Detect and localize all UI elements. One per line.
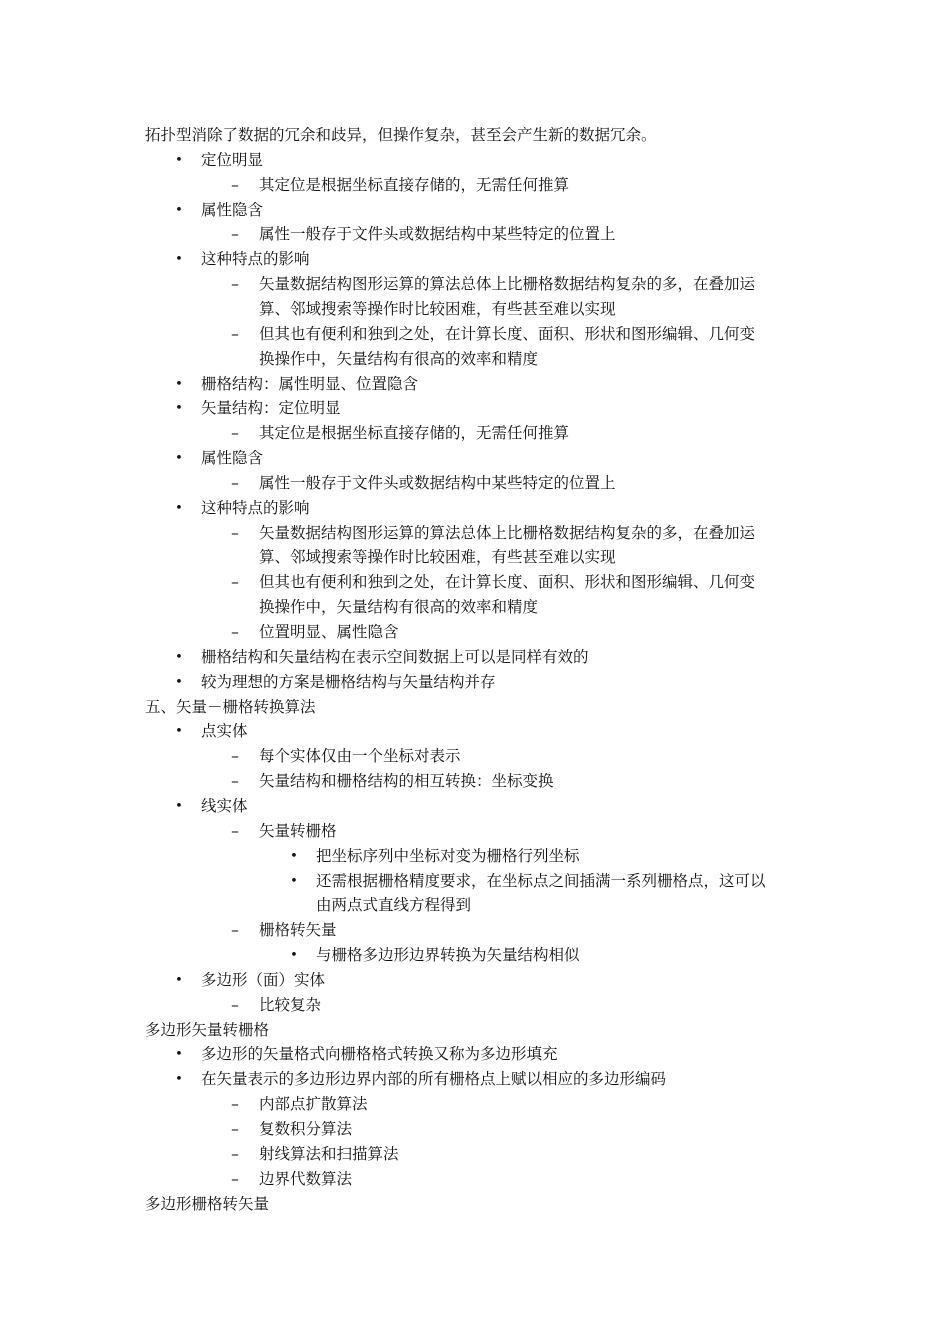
dash-marker: – bbox=[231, 275, 239, 294]
dash-marker: – bbox=[231, 1169, 239, 1188]
list-item-text: 多边形（面）实体 bbox=[201, 970, 326, 989]
list-item-text: 其定位是根据坐标直接存储的，无需任何推算 bbox=[259, 424, 570, 443]
list-item-text: 在矢量表示的多边形边界内部的所有栅格点上赋以相应的多边形编码 bbox=[201, 1070, 667, 1089]
dash-marker: – bbox=[231, 747, 239, 766]
dash-marker: – bbox=[231, 424, 239, 443]
bullet-marker: • bbox=[290, 848, 298, 864]
dash-marker: – bbox=[231, 225, 239, 244]
bullet-marker: • bbox=[175, 1072, 183, 1088]
dash-marker: – bbox=[231, 523, 239, 542]
bullet-marker: • bbox=[175, 649, 183, 665]
list-item-text: 与栅格多边形边界转换为矢量结构相似 bbox=[316, 946, 580, 965]
dash-marker: – bbox=[231, 995, 239, 1014]
list-item-text: 属性隐含 bbox=[201, 200, 264, 219]
bullet-marker: • bbox=[175, 1047, 183, 1063]
bullet-marker: • bbox=[175, 401, 183, 417]
continuation-line: 由两点式直线方程得到 bbox=[316, 896, 472, 915]
list-item-text: 射线算法和扫描算法 bbox=[259, 1144, 399, 1163]
list-item-text: 但其也有便利和独到之处，在计算长度、面积、形状和图形编辑、几何变 bbox=[259, 324, 756, 343]
list-item-text: 复数积分算法 bbox=[259, 1120, 353, 1138]
list-item-text: 属性一般存于文件头或数据结构中某些特定的位置上 bbox=[259, 473, 616, 492]
continuation-line: 换操作中，矢量结构有很高的效率和精度 bbox=[259, 349, 539, 368]
list-item-text: 每个实体仅由一个坐标对表示 bbox=[259, 747, 461, 766]
list-item-text: 栅格结构：属性明显、位置隐含 bbox=[201, 374, 419, 393]
dash-marker: – bbox=[231, 623, 239, 641]
list-item-text: 边界代数算法 bbox=[259, 1169, 353, 1188]
bullet-marker: • bbox=[175, 500, 183, 516]
list-item-text: 矢量数据结构图形运算的算法总体上比栅格数据结构复杂的多，在叠加运 bbox=[259, 275, 756, 294]
dash-marker: – bbox=[231, 175, 239, 194]
list-item-text: 栅格结构和矢量结构在表示空间数据上可以是同样有效的 bbox=[201, 647, 589, 666]
list-item-text: 位置明显、属性隐含 bbox=[259, 623, 399, 641]
bullet-marker: • bbox=[290, 873, 298, 889]
bullet-marker: • bbox=[175, 674, 183, 690]
bullet-marker: • bbox=[175, 451, 183, 467]
dash-marker: – bbox=[231, 772, 239, 791]
list-item-text: 线实体 bbox=[201, 796, 248, 815]
list-item-text: 矢量转栅格 bbox=[259, 821, 337, 840]
list-item-text: 定位明显 bbox=[201, 150, 264, 169]
list-item-text: 其定位是根据坐标直接存储的，无需任何推算 bbox=[259, 175, 570, 194]
list-item-text: 比较复杂 bbox=[259, 995, 322, 1014]
list-item-text: 但其也有便利和独到之处，在计算长度、面积、形状和图形编辑、几何变 bbox=[259, 573, 756, 592]
list-item-text: 属性一般存于文件头或数据结构中某些特定的位置上 bbox=[259, 225, 616, 244]
bullet-marker: • bbox=[175, 202, 183, 218]
list-item-text: 栅格转矢量 bbox=[259, 921, 337, 940]
list-item-text: 还需根据栅格精度要求，在坐标点之间插满一系列栅格点，这可以 bbox=[316, 871, 766, 890]
paragraph-line: 多边形矢量转栅格 bbox=[145, 1020, 270, 1039]
dash-marker: – bbox=[231, 324, 239, 343]
dash-marker: – bbox=[231, 473, 239, 492]
dash-marker: – bbox=[231, 1144, 239, 1163]
paragraph-line: 拓扑型消除了数据的冗余和歧异，但操作复杂，甚至会产生新的数据冗余。 bbox=[145, 126, 657, 144]
list-item-text: 属性隐含 bbox=[201, 449, 264, 468]
bullet-marker: • bbox=[175, 798, 183, 814]
bullet-marker: • bbox=[175, 376, 183, 392]
list-item-text: 点实体 bbox=[201, 722, 248, 741]
list-item-text: 内部点扩散算法 bbox=[259, 1095, 368, 1114]
list-item-text: 这种特点的影响 bbox=[201, 498, 310, 517]
continuation-line: 换操作中，矢量结构有很高的效率和精度 bbox=[259, 598, 539, 617]
continuation-line: 算、邻域搜索等操作时比较困难，有些甚至难以实现 bbox=[259, 299, 616, 318]
paragraph-line: 五、矢量－栅格转换算法 bbox=[145, 697, 316, 716]
continuation-line: 算、邻域搜索等操作时比较困难，有些甚至难以实现 bbox=[259, 548, 616, 567]
list-item-text: 把坐标序列中坐标对变为栅格行列坐标 bbox=[316, 846, 580, 865]
list-item-text: 矢量结构：定位明显 bbox=[201, 399, 341, 418]
bullet-marker: • bbox=[175, 972, 183, 988]
paragraph-line: 多边形栅格转矢量 bbox=[145, 1194, 270, 1213]
dash-marker: – bbox=[231, 1120, 239, 1138]
list-item-text: 矢量结构和栅格结构的相互转换：坐标变换 bbox=[259, 772, 554, 791]
list-item-text: 矢量数据结构图形运算的算法总体上比栅格数据结构复杂的多，在叠加运 bbox=[259, 523, 756, 542]
bullet-marker: • bbox=[175, 724, 183, 740]
list-item-text: 较为理想的方案是栅格结构与矢量结构并存 bbox=[201, 672, 496, 691]
bullet-marker: • bbox=[290, 948, 298, 964]
list-item-text: 这种特点的影响 bbox=[201, 250, 310, 269]
bullet-marker: • bbox=[175, 252, 183, 268]
dash-marker: – bbox=[231, 821, 239, 840]
bullet-marker: • bbox=[175, 152, 183, 168]
list-item-text: 多边形的矢量格式向栅格格式转换又称为多边形填充 bbox=[201, 1045, 558, 1064]
dash-marker: – bbox=[231, 1095, 239, 1114]
dash-marker: – bbox=[231, 921, 239, 940]
dash-marker: – bbox=[231, 573, 239, 592]
